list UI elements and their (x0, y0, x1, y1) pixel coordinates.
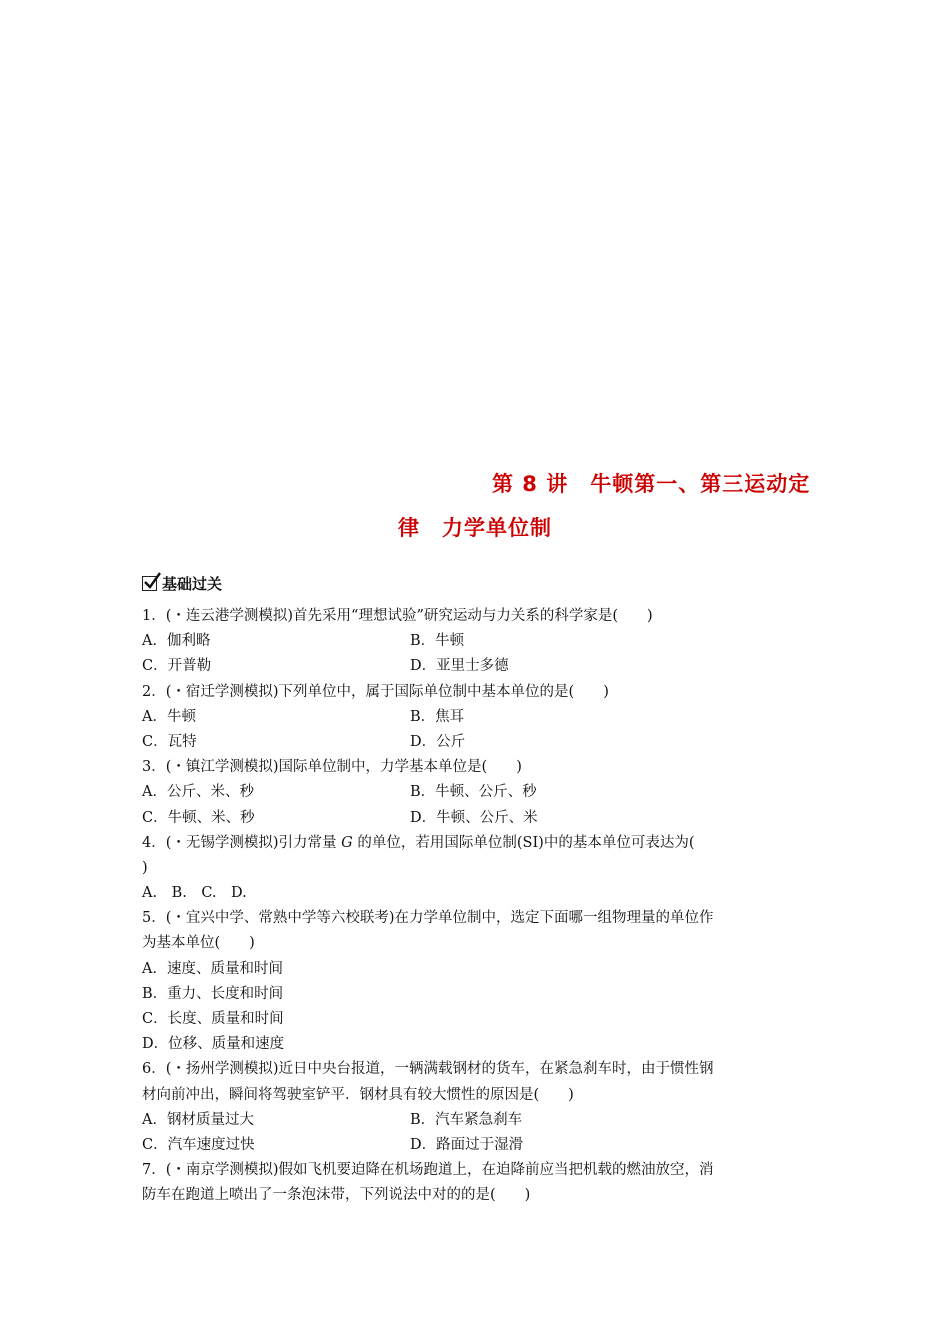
question-stem: 6．(・扬州学测模拟)近日中央台报道，一辆满载钢材的货车，在紧急刹车时，由于惯性钢 (142, 1061, 714, 1078)
option-row (142, 730, 814, 755)
question-stem: 7．(・南京学测模拟)假如飞机要迫降在机场跑道上，在迫降前应当把机载的燃油放空，消 (142, 1162, 714, 1179)
option-a: A．伽利略 (142, 633, 211, 650)
option-row: A. B. C. D. (142, 885, 247, 902)
option-b: B．牛顿 (410, 633, 465, 650)
question-stem: 1．(・连云港学测模拟)首先采用“理想试验”研究运动与力关系的科学家是( ) (142, 608, 653, 624)
section-label: 基础过关 (162, 575, 223, 593)
option-row (142, 705, 814, 730)
option-b: B．牛顿、公斤、秒 (410, 784, 537, 801)
question-stem (142, 831, 814, 856)
stem-part: 的单位，若用国际单位制(SI)中的基本单位可表达为( (352, 834, 695, 851)
question-list (142, 604, 814, 1209)
option-row (142, 1108, 814, 1133)
option-c: C．开普勒 (142, 658, 212, 675)
option-c: C．瓦特 (142, 733, 197, 750)
question-stem-cont: ) (142, 859, 148, 876)
option-b: B．重力、长度和时间 (142, 985, 284, 1002)
option-c: C．长度、质量和时间 (142, 1011, 284, 1027)
option-row (142, 1133, 814, 1158)
option-row (142, 654, 814, 679)
question-stem-cont: 为基本单位( ) (142, 935, 255, 952)
option-b: B．焦耳 (410, 708, 465, 725)
stem-part: 4．(・无锡学测模拟)引力常量 (142, 834, 342, 851)
option-c: C．汽车速度过快 (142, 1136, 255, 1153)
option-a: A．速度、质量和时间 (142, 960, 283, 977)
option-a: A．公斤、米、秒 (142, 784, 254, 801)
question-stem-cont: 材向前冲出，瞬间将驾驶室铲平．钢材具有较大惯性的原因是( ) (142, 1086, 574, 1103)
option-a: A．牛顿 (142, 708, 196, 725)
option-c: C．牛顿、米、秒 (142, 809, 255, 826)
option-row (142, 806, 814, 831)
option-d: D．公斤 (410, 733, 466, 750)
option-d: D．牛顿、公斤、米 (410, 809, 538, 826)
section-header (142, 573, 222, 594)
question-stem: 3．(・镇江学测模拟)国际单位制中，力学基本单位是( ) (142, 759, 522, 776)
option-d: D．位移、质量和速度 (142, 1036, 285, 1053)
question-stem: 5．(・宜兴中学、常熟中学等六校联考)在力学单位制中，选定下面哪一组物理量的单位作 (142, 910, 714, 927)
symbol-g: G (341, 834, 353, 851)
option-row (142, 780, 814, 805)
option-b: B．汽车紧急刹车 (410, 1111, 523, 1128)
option-row (142, 629, 814, 654)
question-stem-cont: 防车在跑道上喷出了一条泡沫带，下列说法中对的的是( ) (142, 1187, 531, 1204)
question-stem: 2．(・宿迁学测模拟)下列单位中，属于国际单位制中基本单位的是( ) (142, 683, 609, 700)
checkbox-icon (142, 576, 157, 591)
chapter-title-line1: 第 8 讲 牛顿第一、第三运动定 (492, 472, 811, 496)
option-d: D．路面过于湿滑 (410, 1136, 524, 1153)
chapter-title-line2: 律 力学单位制 (398, 516, 552, 540)
option-d: D．亚里士多德 (410, 658, 509, 675)
option-a: A．钢材质量过大 (142, 1111, 254, 1128)
